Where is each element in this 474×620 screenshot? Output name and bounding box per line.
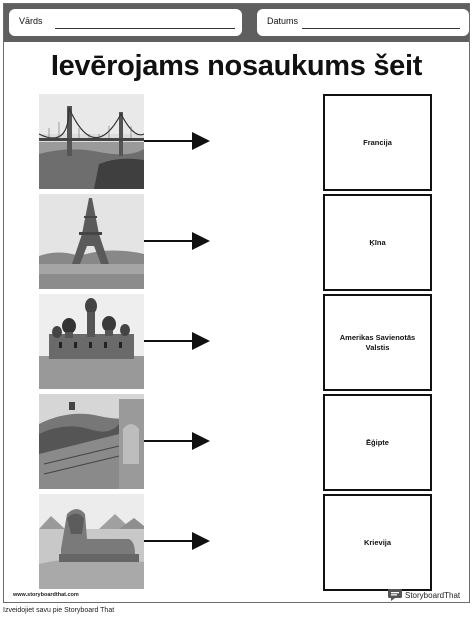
answer-box[interactable] xyxy=(323,294,432,391)
match-row xyxy=(4,494,469,589)
date-line xyxy=(302,28,460,29)
answer-label: Francija xyxy=(363,137,392,147)
arrow-right-icon xyxy=(144,431,210,451)
answer-label: Ēģipte xyxy=(366,437,389,447)
match-row xyxy=(4,394,469,489)
footer-caption[interactable]: Izveidojiet savu pie Storyboard That xyxy=(3,607,115,614)
match-row xyxy=(4,94,469,189)
arrow-right-icon xyxy=(144,331,210,351)
footer-url[interactable]: www.storyboardthat.com xyxy=(13,592,79,598)
match-row xyxy=(4,294,469,389)
answer-label: Ķīna xyxy=(369,237,386,247)
name-line xyxy=(55,28,235,29)
arrow-right-icon xyxy=(144,531,210,551)
answer-label: Amerikas Savienotās Valstis xyxy=(339,332,416,352)
answer-box[interactable] xyxy=(323,194,432,291)
great-wall-image xyxy=(39,394,144,489)
golden-gate-bridge-image xyxy=(39,94,144,189)
st-basils-cathedral-image xyxy=(39,294,144,389)
answer-box[interactable] xyxy=(323,94,432,191)
date-label: Datums xyxy=(267,16,299,26)
name-label: Vārds xyxy=(19,16,43,26)
sphinx-pyramids-image xyxy=(39,494,144,589)
date-field[interactable] xyxy=(257,9,469,36)
answer-box[interactable] xyxy=(323,394,432,491)
match-row xyxy=(4,194,469,289)
answer-label: Krievija xyxy=(363,537,392,547)
page-title: Ievērojams nosaukums šeit xyxy=(50,50,423,82)
header-bar xyxy=(4,4,469,42)
arrow-right-icon xyxy=(144,231,210,251)
logo-text: StoryboardThat xyxy=(405,590,461,600)
worksheet xyxy=(3,3,470,603)
arrow-right-icon xyxy=(144,131,210,151)
answer-box[interactable] xyxy=(323,494,432,591)
storyboardthat-logo[interactable] xyxy=(388,587,460,603)
logo-icon xyxy=(388,589,402,601)
name-field[interactable] xyxy=(9,9,242,36)
eiffel-tower-image xyxy=(39,194,144,289)
